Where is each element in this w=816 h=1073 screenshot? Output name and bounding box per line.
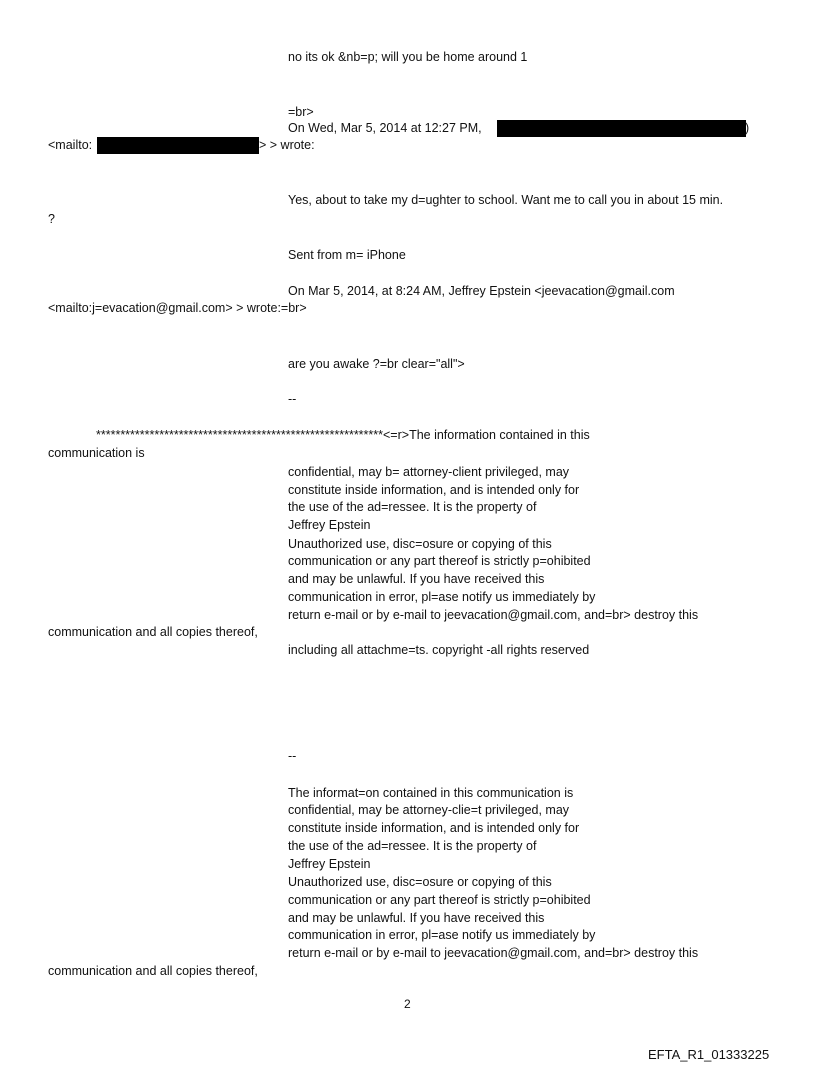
disclaimer-line: communication and all copies thereof, xyxy=(48,964,258,978)
message-line: Yes, about to take my d=ughter to school. Want me to call you in about 15 min. xyxy=(288,193,724,207)
message-line: ? xyxy=(48,212,55,226)
disclaimer-line: return e-mail or by e-mail to jeevacation@gmail.com, and=br> destroy this xyxy=(288,946,699,960)
disclaimer-line: Jeffrey Epstein xyxy=(288,518,371,532)
disclaimer-line: constitute inside information, and is intended only for xyxy=(288,483,580,497)
message-line: =br> xyxy=(288,105,314,119)
reply-header-line xyxy=(288,121,482,136)
disclaimer-line: confidential, may be attorney-clie=t privileged, may xyxy=(288,803,570,817)
disclaimer-line: and may be unlawful. If you have received this xyxy=(288,572,545,586)
disclaimer-line: communication or any part thereof is strictly p=ohibited xyxy=(288,554,591,568)
mailto-prefix: <mailto: xyxy=(48,138,93,152)
quote-header-line: On Mar 5, 2014, at 8:24 AM, Jeffrey Epstein <jeevacation@gmail.com xyxy=(288,284,675,298)
signature-separator: -- xyxy=(288,392,297,406)
redaction-bar xyxy=(97,137,259,154)
redaction-bar xyxy=(497,120,746,137)
disclaimer-line: the use of the ad=ressee. It is the property of xyxy=(288,500,537,514)
disclaimer-line: communication or any part thereof is strictly p=ohibited xyxy=(288,893,591,907)
document-id: EFTA_R1_01333225 xyxy=(648,1047,770,1062)
disclaimer-line: communication is xyxy=(48,446,145,460)
message-line: no its ok &nb=p; will you be home around 1 xyxy=(288,50,528,64)
message-line: are you awake ?=br clear="all"> xyxy=(288,357,465,371)
disclaimer-line: communication in error, pl=ase notify us immediately by xyxy=(288,590,596,604)
reply-header-paren: ) xyxy=(745,121,750,135)
disclaimer-line: Jeffrey Epstein xyxy=(288,857,371,871)
disclaimer-line: confidential, may b= attorney-client privileged, may xyxy=(288,465,570,479)
sent-from-line: Sent from m= iPhone xyxy=(288,248,406,262)
reply-header-text: On Wed, Mar 5, 2014 at 12:27 PM, xyxy=(288,121,482,135)
disclaimer-line: and may be unlawful. If you have received this xyxy=(288,911,545,925)
disclaimer-line: including all attachme=ts. copyright -all rights reserved xyxy=(288,643,590,657)
signature-separator: -- xyxy=(288,749,297,763)
disclaimer-line: The informat=on contained in this communication is xyxy=(288,786,574,800)
disclaimer-line: Unauthorized use, disc=osure or copying of this xyxy=(288,537,552,551)
disclaimer-line: constitute inside information, and is intended only for xyxy=(288,821,580,835)
disclaimer-line: the use of the ad=ressee. It is the property of xyxy=(288,839,537,853)
quote-header-line: <mailto:j=evacation@gmail.com> > wrote:=br> xyxy=(48,301,307,315)
disclaimer-line: communication and all copies thereof, xyxy=(48,625,258,639)
disclaimer-stars-line: ***********************************************************<=r>The information contained in this xyxy=(96,428,590,442)
disclaimer-line: return e-mail or by e-mail to jeevacation@gmail.com, and=br> destroy this xyxy=(288,608,699,622)
disclaimer-line: communication in error, pl=ase notify us immediately by xyxy=(288,928,596,942)
page-number: 2 xyxy=(404,997,411,1011)
disclaimer-line: Unauthorized use, disc=osure or copying of this xyxy=(288,875,552,889)
mailto-suffix: > > wrote: xyxy=(259,138,315,152)
